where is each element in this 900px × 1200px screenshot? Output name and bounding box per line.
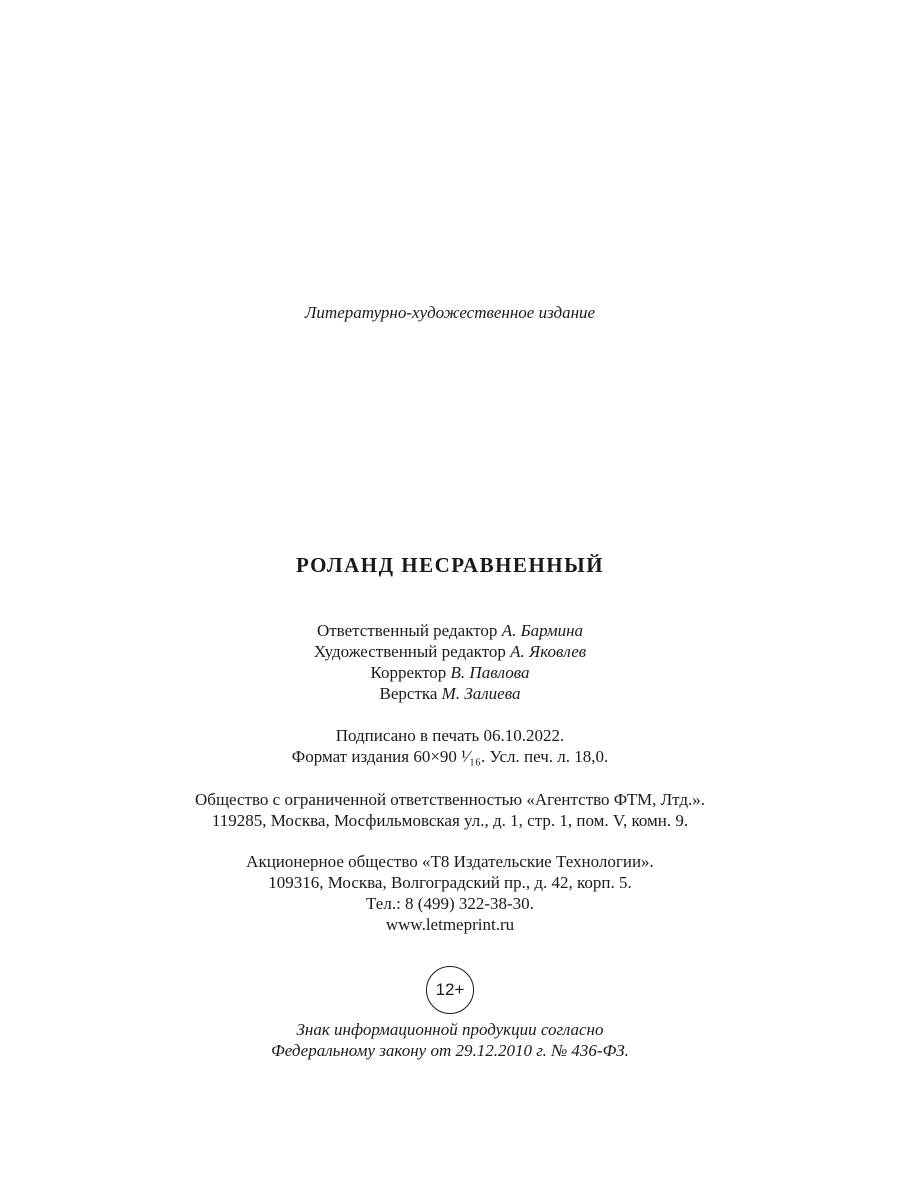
age-rating-badge xyxy=(426,966,474,1014)
credit-role: Корректор xyxy=(370,663,447,682)
printer-address: 109316, Москва, Волгоградский пр., д. 42, корп. 5. xyxy=(268,873,632,892)
publisher-address: 119285, Москва, Мосфильмовская ул., д. 1, стр. 1, пом. V, комн. 9. xyxy=(211,811,689,830)
credit-name: А. Бармина xyxy=(501,621,584,640)
printer-phone: Тел.: 8 (499) 322-38-30. xyxy=(366,894,534,913)
age-notice-line: Федеральному закону от 29.12.2010 г. № 436-ФЗ. xyxy=(271,1041,629,1060)
printer-website: www.letmeprint.ru xyxy=(385,915,515,934)
edition-type: Литературно-художественное издание xyxy=(304,303,596,322)
credit-line xyxy=(0,683,900,704)
print-format: Формат издания 60×90 ¹⁄₁₆. Усл. печ. л. 18,0. xyxy=(291,747,609,766)
credit-line xyxy=(0,641,900,662)
credit-line xyxy=(0,662,900,683)
credit-role: Ответственный редактор xyxy=(316,621,498,640)
printer-name: Акционерное общество «Т8 Издательские Технологии». xyxy=(246,852,654,871)
credit-name: В. Павлова xyxy=(450,663,530,682)
book-title: РОЛАНД НЕСРАВНЕННЫЙ xyxy=(295,553,605,577)
age-rating-label: 12+ xyxy=(435,980,465,999)
age-notice-line: Знак информационной продукции согласно xyxy=(296,1020,604,1039)
print-date: Подписано в печать 06.10.2022. xyxy=(335,726,565,745)
credit-role: Верстка xyxy=(379,684,438,703)
credit-name: М. Залиева xyxy=(441,684,521,703)
publisher-name: Общество с ограниченной ответственностью «Агентство ФТМ, Лтд.». xyxy=(195,790,705,809)
credit-role: Художественный редактор xyxy=(313,642,506,661)
credit-line xyxy=(0,620,900,641)
credit-name: А. Яковлев xyxy=(510,642,587,661)
